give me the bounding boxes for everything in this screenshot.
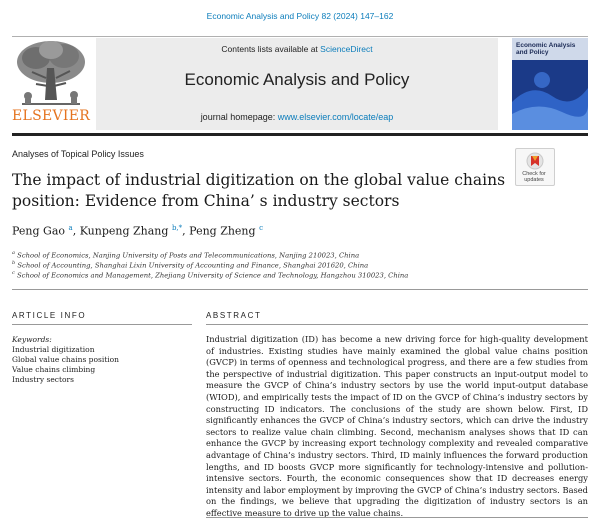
contents-prefix: Contents lists available at [221,44,321,54]
affiliation-text: School of Accounting, Shanghai Lixin University of Accounting and Finance, Shanghai 201620, China [17,261,369,270]
author-affiliation-mark[interactable]: a [68,224,73,232]
article-title-line-1: The impact of industrial digitization on the global value chains [12,171,506,189]
contents-line [96,44,498,54]
header-bottom-rule [12,133,588,136]
article-title-line-2: position: Evidence from China’ s industry sectors [12,192,400,210]
journal-title[interactable]: Economic Analysis and Policy [184,70,410,89]
homepage-line [96,112,498,122]
section-label: Analyses of Topical Policy Issues [12,149,144,159]
publisher-name: ELSEVIER [12,108,91,124]
check-for-updates-label: Check for updates [522,171,546,183]
keyword[interactable]: Value chains climbing [12,365,96,374]
affiliation-divider [12,289,588,290]
keyword[interactable]: Industry sectors [12,375,74,384]
author-name[interactable]: Peng Gao [12,224,66,238]
keyword[interactable]: Global value chains position [12,355,120,364]
header-top-rule [12,36,588,37]
article-info-heading: ARTICLE INFO [12,311,87,320]
elsevier-tree-icon [12,38,90,108]
affiliation-text: School of Economics and Management, Zhejiang University of Science and Technology, Hangzhou 310023, China [16,271,409,280]
affiliation-text: School of Economics, Nanjing University of Posts and Telecommunications, Nanjing 210023, China [17,251,360,260]
sciencedirect-link[interactable]: ScienceDirect [320,44,373,54]
author-affiliation-mark[interactable]: b,* [171,224,183,232]
cover-art-icon [512,62,588,130]
affiliation [12,250,359,259]
check-for-updates-icon [526,152,544,170]
author-name[interactable]: Kunpeng Zhang [79,224,169,238]
article-title [12,170,507,212]
homepage-prefix: journal homepage: [200,112,278,122]
cover-title: Economic Analysis and Policy [516,42,576,56]
affiliation-mark: b [12,260,16,266]
affiliation [12,260,368,269]
journal-reference[interactable]: Economic Analysis and Policy 82 (2024) 147–162 [206,11,394,21]
affiliation-mark: a [12,250,15,256]
journal-cover[interactable] [512,38,588,130]
abstract-rule [206,324,588,325]
author-list: Peng Gao $^a$, Kunpeng Zhang $^{b,*}$, Peng Zheng $^c$ [12,224,263,238]
keywords-heading: Keywords: [12,335,52,344]
author-affiliation-mark[interactable]: c [259,224,263,232]
abstract-heading: ABSTRACT [206,311,262,320]
abstract-bottom-rule [206,517,588,518]
affiliation-mark: c [12,270,15,276]
keyword[interactable]: Industrial digitization [12,345,95,354]
homepage-link[interactable]: www.elsevier.com/locate/eap [277,112,394,122]
author-name[interactable]: Peng Zheng [189,224,256,238]
article-info-rule [12,324,192,325]
affiliation [12,270,408,279]
abstract-text: Industrial digitization (ID) has become a new driving force for high-quality development of industries. Existing studies have mainly examined the global value chains position (GVCP) in terms of openness and technological progress, and there are a few studies from the perspective of industrial digitization. This paper constructs an input-output model to measure the GVCP of China’s industry sectors by use the world input-output database (WIOD), and empirically tests the impact of ID on the GVCP of China’s industry sectors by constructing ID indicators. The conclusions of the study are shown below. First, ID significantly enhances the GVCP of China’s industry sectors, which can drive the industry sectors to realize value chain climbing. Second, mechanism analyses shows that ID can enhance the GVCP by increasing export technology complexity and revealed comparative advantage of China’s industry sectors. Third, ID mainly influences the forward production lengths, and ID boosts GVCP more significantly for technology-intensive and pollution-intensive sectors. Fourth, the economic consequences show that ID decreases energy intensity and labor employment by improving the GVCP of China’s industry sectors. Based on the findings, we believe that upgrading the digitization of industry sectors is an effective measure to drive up the value chains. [206,334,588,518]
